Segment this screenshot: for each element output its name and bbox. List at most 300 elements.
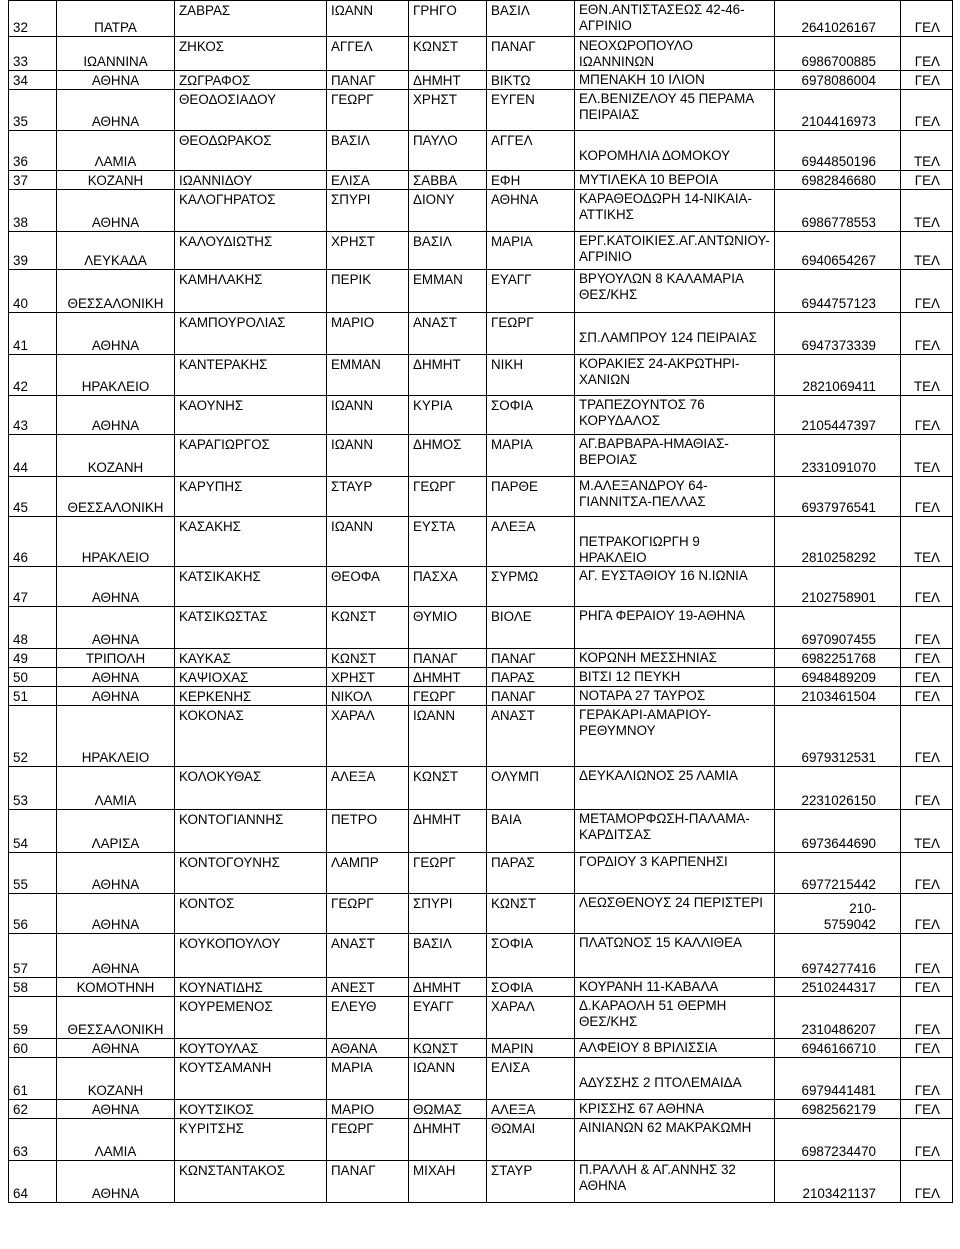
- row-number: 34: [9, 71, 57, 90]
- table-row: [9, 232, 953, 270]
- city-cell: ΛΑΜΙΑ: [57, 131, 175, 171]
- first-name-cell: ΠΕΡΙΚ: [327, 270, 409, 313]
- surname-cell: ΚΑΛΟΓΗΡΑΤΟΣ: [175, 190, 327, 232]
- city-cell: ΚΟΜΟΤΗΝΗ: [57, 978, 175, 997]
- father-name-cell: ΔΗΜΗΤ: [409, 71, 487, 90]
- row-number: 47: [9, 567, 57, 607]
- school-type-cell: ΓΕΛ: [901, 1119, 953, 1161]
- surname-cell: ΚΟΥΤΣΙΚΟΣ: [175, 1100, 327, 1119]
- row-number: 32: [9, 1, 57, 37]
- phone-cell: 6944850196: [775, 131, 901, 171]
- first-name-cell: ΛΑΜΠΡ: [327, 853, 409, 894]
- school-type-cell: ΤΕΛ: [901, 131, 953, 171]
- phone-cell: 6944757123: [775, 270, 901, 313]
- father-name-cell: ΠΑΥΛΟ: [409, 131, 487, 171]
- row-number: 36: [9, 131, 57, 171]
- father-name-cell: ΘΥΜΙΟ: [409, 607, 487, 649]
- phone-cell: 6974277416: [775, 934, 901, 978]
- address-cell: ΓΕΡΑΚΑΡΙ-ΑΜΑΡΙΟΥ- ΡΕΘΥΜΝΟΥ: [575, 706, 775, 767]
- city-cell: ΑΘΗΝΑ: [57, 1161, 175, 1203]
- address-cell: ΠΛΑΤΩΝΟΣ 15 ΚΑΛΛΙΘΕΑ: [575, 934, 775, 978]
- city-cell: ΑΘΗΝΑ: [57, 1100, 175, 1119]
- surname-cell: ΚΑΣΑΚΗΣ: [175, 517, 327, 567]
- table-row: [9, 37, 953, 71]
- phone-cell: 2104416973: [775, 90, 901, 131]
- surname-cell: ΚΑΜΗΛΑΚΗΣ: [175, 270, 327, 313]
- father-name-cell: ΕΥΑΓΓ: [409, 997, 487, 1039]
- surname-cell: ΖΗΚΟΣ: [175, 37, 327, 71]
- table-row: [9, 435, 953, 477]
- mother-name-cell: ΜΑΡΙΑ: [487, 232, 575, 270]
- surname-cell: ΚΑΟΥΝΗΣ: [175, 396, 327, 435]
- mother-name-cell: ΣΟΦΙΑ: [487, 934, 575, 978]
- surname-cell: ΚΥΡΙΤΣΗΣ: [175, 1119, 327, 1161]
- mother-name-cell: ΕΛΙΣΑ: [487, 1058, 575, 1100]
- row-number: 42: [9, 355, 57, 396]
- table-row: [9, 131, 953, 171]
- phone-cell: 2810258292: [775, 517, 901, 567]
- surname-cell: ΚΟΥΤΣΑΜΑΝΗ: [175, 1058, 327, 1100]
- address-cell: ΛΕΩΣΘΕΝΟΥΣ 24 ΠΕΡΙΣΤΕΡΙ: [575, 894, 775, 934]
- city-cell: ΑΘΗΝΑ: [57, 190, 175, 232]
- address-cell: ΕΛ.ΒΕΝΙΖΕΛΟΥ 45 ΠΕΡΑΜΑ ΠΕΙΡΑΙΑΣ: [575, 90, 775, 131]
- mother-name-cell: ΒΑΙΑ: [487, 810, 575, 853]
- table-row: [9, 1, 953, 37]
- surname-cell: ΚΟΥΤΟΥΛΑΣ: [175, 1039, 327, 1058]
- first-name-cell: ΜΑΡΙΟ: [327, 1100, 409, 1119]
- city-cell: ΑΘΗΝΑ: [57, 90, 175, 131]
- school-type-cell: ΓΕΛ: [901, 668, 953, 687]
- father-name-cell: ΧΡΗΣΤ: [409, 90, 487, 131]
- school-type-cell: ΤΕΛ: [901, 232, 953, 270]
- first-name-cell: ΚΩΝΣΤ: [327, 649, 409, 668]
- address-cell: Μ.ΑΛΕΞΑΝΔΡΟΥ 64- ΓΙΑΝΝΙΤΣΑ-ΠΕΛΛΑΣ: [575, 477, 775, 517]
- school-type-cell: ΤΕΛ: [901, 190, 953, 232]
- first-name-cell: ΕΛΕΥΘ: [327, 997, 409, 1039]
- city-cell: ΛΑΜΙΑ: [57, 1119, 175, 1161]
- father-name-cell: ΘΩΜΑΣ: [409, 1100, 487, 1119]
- phone-cell: 6978086004: [775, 71, 901, 90]
- first-name-cell: ΑΓΓΕΛ: [327, 37, 409, 71]
- address-cell: ΑΓ. ΕΥΣΤΑΘΙΟΥ 16 Ν.ΙΩΝΙΑ: [575, 567, 775, 607]
- table-row: [9, 934, 953, 978]
- table-row: [9, 978, 953, 997]
- first-name-cell: ΘΕΟΦΑ: [327, 567, 409, 607]
- mother-name-cell: ΠΑΝΑΓ: [487, 37, 575, 71]
- school-type-cell: ΓΕΛ: [901, 90, 953, 131]
- row-number: 45: [9, 477, 57, 517]
- father-name-cell: ΣΑΒΒΑ: [409, 171, 487, 190]
- mother-name-cell: ΠΑΝΑΓ: [487, 687, 575, 706]
- table-row: [9, 1100, 953, 1119]
- city-cell: ΛΑΜΙΑ: [57, 767, 175, 810]
- row-number: 62: [9, 1100, 57, 1119]
- records-table: [8, 0, 953, 1203]
- surname-cell: ΚΟΥΚΟΠΟΥΛΟΥ: [175, 934, 327, 978]
- address-cell: ΠΕΤΡΑΚΟΓΙΩΡΓΗ 9 ΗΡΑΚΛΕΙΟ: [575, 517, 775, 567]
- phone-cell: 2641026167: [775, 1, 901, 37]
- row-number: 55: [9, 853, 57, 894]
- school-type-cell: ΓΕΛ: [901, 649, 953, 668]
- father-name-cell: ΓΡΗΓΟ: [409, 1, 487, 37]
- phone-cell: 6982251768: [775, 649, 901, 668]
- city-cell: ΚΟΖΑΝΗ: [57, 171, 175, 190]
- phone-cell: 2821069411: [775, 355, 901, 396]
- phone-cell: 6947373339: [775, 313, 901, 355]
- city-cell: ΗΡΑΚΛΕΙΟ: [57, 517, 175, 567]
- address-cell: ΚΑΡΑΘΕΟΔΩΡΗ 14-ΝΙΚΑΙΑ- ΑΤΤΙΚΗΣ: [575, 190, 775, 232]
- address-cell: ΡΗΓΑ ΦΕΡΑΙΟΥ 19-ΑΘΗΝΑ: [575, 607, 775, 649]
- first-name-cell: ΒΑΣΙΛ: [327, 131, 409, 171]
- table-row: [9, 649, 953, 668]
- first-name-cell: ΓΕΩΡΓ: [327, 90, 409, 131]
- address-cell: ΜΥΤΙΛΕΚΑ 10 ΒΕΡΟΙΑ: [575, 171, 775, 190]
- row-number: 43: [9, 396, 57, 435]
- mother-name-cell: ΠΑΝΑΓ: [487, 649, 575, 668]
- surname-cell: ΚΕΡΚΕΝΗΣ: [175, 687, 327, 706]
- mother-name-cell: ΣΟΦΙΑ: [487, 396, 575, 435]
- row-number: 49: [9, 649, 57, 668]
- mother-name-cell: ΝΙΚΗ: [487, 355, 575, 396]
- mother-name-cell: ΑΝΑΣΤ: [487, 706, 575, 767]
- table-row: [9, 396, 953, 435]
- surname-cell: ΚΟΥΝΑΤΙΔΗΣ: [175, 978, 327, 997]
- city-cell: ΘΕΣΣΑΛΟΝΙΚΗ: [57, 270, 175, 313]
- father-name-cell: ΓΕΩΡΓ: [409, 853, 487, 894]
- table-row: [9, 997, 953, 1039]
- phone-cell: 210- 5759042: [775, 894, 901, 934]
- mother-name-cell: ΠΑΡΘΕ: [487, 477, 575, 517]
- surname-cell: ΚΑΜΠΟΥΡΟΛΙΑΣ: [175, 313, 327, 355]
- table-row: [9, 355, 953, 396]
- phone-cell: 2331091070: [775, 435, 901, 477]
- row-number: 63: [9, 1119, 57, 1161]
- surname-cell: ΚΟΥΡΕΜΕΝΟΣ: [175, 997, 327, 1039]
- table-row: [9, 853, 953, 894]
- table-row: [9, 687, 953, 706]
- city-cell: ΑΘΗΝΑ: [57, 607, 175, 649]
- school-type-cell: ΓΕΛ: [901, 37, 953, 71]
- father-name-cell: ΚΩΝΣΤ: [409, 1039, 487, 1058]
- mother-name-cell: ΚΩΝΣΤ: [487, 894, 575, 934]
- surname-cell: ΚΟΝΤΟΓΙΑΝΝΗΣ: [175, 810, 327, 853]
- mother-name-cell: ΠΑΡΑΣ: [487, 668, 575, 687]
- address-cell: Δ.ΚΑΡΑΟΛΗ 51 ΘΕΡΜΗ ΘΕΣ/ΚΗΣ: [575, 997, 775, 1039]
- row-number: 59: [9, 997, 57, 1039]
- first-name-cell: ΚΩΝΣΤ: [327, 607, 409, 649]
- table-row: [9, 894, 953, 934]
- address-cell: ΑΓ.ΒΑΡΒΑΡΑ-ΗΜΑΘΙΑΣ- ΒΕΡΟΙΑΣ: [575, 435, 775, 477]
- school-type-cell: ΓΕΛ: [901, 767, 953, 810]
- phone-cell: 6973644690: [775, 810, 901, 853]
- phone-cell: 6946166710: [775, 1039, 901, 1058]
- phone-cell: 2103421137: [775, 1161, 901, 1203]
- mother-name-cell: ΑΛΕΞΑ: [487, 517, 575, 567]
- father-name-cell: ΓΕΩΡΓ: [409, 477, 487, 517]
- mother-name-cell: ΑΘΗΝΑ: [487, 190, 575, 232]
- address-cell: ΑΙΝΙΑΝΩΝ 62 ΜΑΚΡΑΚΩΜΗ: [575, 1119, 775, 1161]
- table-row: [9, 477, 953, 517]
- school-type-cell: ΓΕΛ: [901, 1100, 953, 1119]
- phone-cell: 2102758901: [775, 567, 901, 607]
- mother-name-cell: ΣΟΦΙΑ: [487, 978, 575, 997]
- surname-cell: ΚΑΤΣΙΚΑΚΗΣ: [175, 567, 327, 607]
- father-name-cell: ΒΑΣΙΛ: [409, 232, 487, 270]
- father-name-cell: ΚΩΝΣΤ: [409, 37, 487, 71]
- father-name-cell: ΚΥΡΙΑ: [409, 396, 487, 435]
- city-cell: ΚΟΖΑΝΗ: [57, 435, 175, 477]
- address-cell: ΚΡΙΣΣΗΣ 67 ΑΘΗΝΑ: [575, 1100, 775, 1119]
- table-row: [9, 706, 953, 767]
- school-type-cell: ΓΕΛ: [901, 978, 953, 997]
- school-type-cell: ΓΕΛ: [901, 706, 953, 767]
- surname-cell: ΙΩΑΝΝΙΔΟΥ: [175, 171, 327, 190]
- first-name-cell: ΙΩΑΝΝ: [327, 517, 409, 567]
- phone-cell: 6986700885: [775, 37, 901, 71]
- first-name-cell: ΑΝΑΣΤ: [327, 934, 409, 978]
- address-cell: ΒΙΤΣΙ 12 ΠΕΥΚΗ: [575, 668, 775, 687]
- row-number: 56: [9, 894, 57, 934]
- father-name-cell: ΙΩΑΝΝ: [409, 706, 487, 767]
- school-type-cell: ΓΕΛ: [901, 171, 953, 190]
- first-name-cell: ΙΩΑΝΝ: [327, 396, 409, 435]
- school-type-cell: ΓΕΛ: [901, 997, 953, 1039]
- first-name-cell: ΙΩΑΝΝ: [327, 1, 409, 37]
- mother-name-cell: ΜΑΡΙΑ: [487, 435, 575, 477]
- mother-name-cell: ΣΤΑΥΡ: [487, 1161, 575, 1203]
- first-name-cell: ΑΝΕΣΤ: [327, 978, 409, 997]
- address-cell: ΚΟΥΡΑΝΗ 11-ΚΑΒΑΛΑ: [575, 978, 775, 997]
- table-row: [9, 71, 953, 90]
- first-name-cell: ΣΠΥΡΙ: [327, 190, 409, 232]
- address-cell: ΚΟΡΑΚΙΕΣ 24-ΑΚΡΩΤΗΡΙ- ΧΑΝΙΩΝ: [575, 355, 775, 396]
- address-cell: ΚΟΡΟΜΗΛΙΑ ΔΟΜΟΚΟΥ: [575, 131, 775, 171]
- phone-cell: 2510244317: [775, 978, 901, 997]
- school-type-cell: ΓΕΛ: [901, 853, 953, 894]
- table-row: [9, 767, 953, 810]
- table-row: [9, 190, 953, 232]
- school-type-cell: ΤΕΛ: [901, 355, 953, 396]
- row-number: 51: [9, 687, 57, 706]
- first-name-cell: ΣΤΑΥΡ: [327, 477, 409, 517]
- school-type-cell: ΓΕΛ: [901, 1, 953, 37]
- father-name-cell: ΔΗΜΗΤ: [409, 1119, 487, 1161]
- row-number: 54: [9, 810, 57, 853]
- city-cell: ΘΕΣΣΑΛΟΝΙΚΗ: [57, 997, 175, 1039]
- table-row: [9, 171, 953, 190]
- surname-cell: ΚΑΝΤΕΡΑΚΗΣ: [175, 355, 327, 396]
- table-row: [9, 1161, 953, 1203]
- mother-name-cell: ΒΙΟΛΕ: [487, 607, 575, 649]
- address-cell: ΓΟΡΔΙΟΥ 3 ΚΑΡΠΕΝΗΣΙ: [575, 853, 775, 894]
- address-cell: ΑΔΥΣΣΗΣ 2 ΠΤΟΛΕΜΑΙΔΑ: [575, 1058, 775, 1100]
- mother-name-cell: ΒΑΣΙΛ: [487, 1, 575, 37]
- surname-cell: ΖΩΓΡΑΦΟΣ: [175, 71, 327, 90]
- school-type-cell: ΓΕΛ: [901, 270, 953, 313]
- row-number: 57: [9, 934, 57, 978]
- row-number: 40: [9, 270, 57, 313]
- city-cell: ΑΘΗΝΑ: [57, 567, 175, 607]
- first-name-cell: ΓΕΩΡΓ: [327, 1119, 409, 1161]
- address-cell: ΝΕΟΧΩΡΟΠΟΥΛΟ ΙΩΑΝΝΙΝΩΝ: [575, 37, 775, 71]
- school-type-cell: ΓΕΛ: [901, 71, 953, 90]
- school-type-cell: ΓΕΛ: [901, 313, 953, 355]
- city-cell: ΚΟΖΑΝΗ: [57, 1058, 175, 1100]
- address-cell: ΣΠ.ΛΑΜΠΡΟΥ 124 ΠΕΙΡΑΙΑΣ: [575, 313, 775, 355]
- city-cell: ΛΑΡΙΣΑ: [57, 810, 175, 853]
- address-cell: ΜΕΤΑΜΟΡΦΩΣΗ-ΠΑΛΑΜΑ- ΚΑΡΔΙΤΣΑΣ: [575, 810, 775, 853]
- surname-cell: ΖΑΒΡΑΣ: [175, 1, 327, 37]
- mother-name-cell: ΕΦΗ: [487, 171, 575, 190]
- row-number: 64: [9, 1161, 57, 1203]
- phone-cell: 6979312531: [775, 706, 901, 767]
- surname-cell: ΚΩΝΣΤΑΝΤΑΚΟΣ: [175, 1161, 327, 1203]
- surname-cell: ΚΟΝΤΟΣ: [175, 894, 327, 934]
- address-cell: ΔΕΥΚΑΛΙΩΝΟΣ 25 ΛΑΜΙΑ: [575, 767, 775, 810]
- row-number: 50: [9, 668, 57, 687]
- school-type-cell: ΓΕΛ: [901, 1161, 953, 1203]
- surname-cell: ΚΑΡΑΓΙΩΡΓΟΣ: [175, 435, 327, 477]
- father-name-cell: ΔΙΟΝΥ: [409, 190, 487, 232]
- school-type-cell: ΤΕΛ: [901, 517, 953, 567]
- row-number: 46: [9, 517, 57, 567]
- city-cell: ΑΘΗΝΑ: [57, 1039, 175, 1058]
- first-name-cell: ΧΑΡΑΛ: [327, 706, 409, 767]
- mother-name-cell: ΒΙΚΤΩ: [487, 71, 575, 90]
- address-cell: ΑΛΦΕΙΟΥ 8 ΒΡΙΛΙΣΣΙΑ: [575, 1039, 775, 1058]
- surname-cell: ΚΑΤΣΙΚΩΣΤΑΣ: [175, 607, 327, 649]
- first-name-cell: ΙΩΑΝΝ: [327, 435, 409, 477]
- father-name-cell: ΕΥΣΤΑ: [409, 517, 487, 567]
- mother-name-cell: ΧΑΡΑΛ: [487, 997, 575, 1039]
- father-name-cell: ΓΕΩΡΓ: [409, 687, 487, 706]
- phone-cell: 2105447397: [775, 396, 901, 435]
- mother-name-cell: ΓΕΩΡΓ: [487, 313, 575, 355]
- father-name-cell: ΔΗΜΗΤ: [409, 668, 487, 687]
- surname-cell: ΚΟΚΟΝΑΣ: [175, 706, 327, 767]
- city-cell: ΑΘΗΝΑ: [57, 934, 175, 978]
- mother-name-cell: ΑΛΕΞΑ: [487, 1100, 575, 1119]
- phone-cell: 6970907455: [775, 607, 901, 649]
- row-number: 41: [9, 313, 57, 355]
- school-type-cell: ΓΕΛ: [901, 687, 953, 706]
- row-number: 33: [9, 37, 57, 71]
- father-name-cell: ΔΗΜΗΤ: [409, 355, 487, 396]
- table-row: [9, 270, 953, 313]
- surname-cell: ΚΑΥΚΑΣ: [175, 649, 327, 668]
- father-name-cell: ΙΩΑΝΝ: [409, 1058, 487, 1100]
- address-cell: ΕΘΝ.ΑΝΤΙΣΤΑΣΕΩΣ 42-46- ΑΓΡΙΝΙΟ: [575, 1, 775, 37]
- phone-cell: 6948489209: [775, 668, 901, 687]
- table-row: [9, 90, 953, 131]
- school-type-cell: ΤΕΛ: [901, 435, 953, 477]
- school-type-cell: ΓΕΛ: [901, 1039, 953, 1058]
- address-cell: ΒΡΥΟΥΛΩΝ 8 ΚΑΛΑΜΑΡΙΑ ΘΕΣ/ΚΗΣ: [575, 270, 775, 313]
- address-cell: ΕΡΓ.ΚΑΤΟΙΚΙΕΣ.ΑΓ.ΑΝΤΩΝΙΟΥ- ΑΓΡΙΝΙΟ: [575, 232, 775, 270]
- surname-cell: ΚΑΡΥΠΗΣ: [175, 477, 327, 517]
- row-number: 39: [9, 232, 57, 270]
- phone-cell: 2103461504: [775, 687, 901, 706]
- table-row: [9, 1058, 953, 1100]
- father-name-cell: ΔΗΜΟΣ: [409, 435, 487, 477]
- mother-name-cell: ΣΥΡΜΩ: [487, 567, 575, 607]
- phone-cell: 2310486207: [775, 997, 901, 1039]
- table-row: [9, 517, 953, 567]
- first-name-cell: ΜΑΡΙΟ: [327, 313, 409, 355]
- address-cell: ΚΟΡΩΝΗ ΜΕΣΣΗΝΙΑΣ: [575, 649, 775, 668]
- phone-cell: 6987234470: [775, 1119, 901, 1161]
- father-name-cell: ΚΩΝΣΤ: [409, 767, 487, 810]
- table-row: [9, 607, 953, 649]
- table-row: [9, 567, 953, 607]
- first-name-cell: ΠΑΝΑΓ: [327, 1161, 409, 1203]
- first-name-cell: ΑΘΑΝΑ: [327, 1039, 409, 1058]
- row-number: 35: [9, 90, 57, 131]
- father-name-cell: ΔΗΜΗΤ: [409, 810, 487, 853]
- father-name-cell: ΑΝΑΣΤ: [409, 313, 487, 355]
- table-body: [9, 1, 953, 1203]
- phone-cell: 6986778553: [775, 190, 901, 232]
- row-number: 48: [9, 607, 57, 649]
- mother-name-cell: ΟΛΥΜΠ: [487, 767, 575, 810]
- city-cell: ΠΑΤΡΑ: [57, 1, 175, 37]
- school-type-cell: ΓΕΛ: [901, 934, 953, 978]
- city-cell: ΑΘΗΝΑ: [57, 396, 175, 435]
- mother-name-cell: ΜΑΡΙΝ: [487, 1039, 575, 1058]
- row-number: 38: [9, 190, 57, 232]
- row-number: 60: [9, 1039, 57, 1058]
- table-row: [9, 1039, 953, 1058]
- city-cell: ΑΘΗΝΑ: [57, 313, 175, 355]
- school-type-cell: ΓΕΛ: [901, 477, 953, 517]
- first-name-cell: ΝΙΚΟΛ: [327, 687, 409, 706]
- first-name-cell: ΓΕΩΡΓ: [327, 894, 409, 934]
- city-cell: ΑΘΗΝΑ: [57, 894, 175, 934]
- school-type-cell: ΓΕΛ: [901, 1058, 953, 1100]
- city-cell: ΤΡΙΠΟΛΗ: [57, 649, 175, 668]
- father-name-cell: ΣΠΥΡΙ: [409, 894, 487, 934]
- city-cell: ΑΘΗΝΑ: [57, 853, 175, 894]
- mother-name-cell: ΠΑΡΑΣ: [487, 853, 575, 894]
- surname-cell: ΚΑΨΙΟΧΑΣ: [175, 668, 327, 687]
- row-number: 61: [9, 1058, 57, 1100]
- table-row: [9, 668, 953, 687]
- phone-cell: 6982562179: [775, 1100, 901, 1119]
- city-cell: ΑΘΗΝΑ: [57, 687, 175, 706]
- father-name-cell: ΠΑΝΑΓ: [409, 649, 487, 668]
- first-name-cell: ΧΡΗΣΤ: [327, 668, 409, 687]
- father-name-cell: ΠΑΣΧΑ: [409, 567, 487, 607]
- phone-cell: 6977215442: [775, 853, 901, 894]
- row-number: 37: [9, 171, 57, 190]
- surname-cell: ΚΟΝΤΟΓΟΥΝΗΣ: [175, 853, 327, 894]
- row-number: 52: [9, 706, 57, 767]
- phone-cell: 6937976541: [775, 477, 901, 517]
- school-type-cell: ΓΕΛ: [901, 396, 953, 435]
- city-cell: ΑΘΗΝΑ: [57, 71, 175, 90]
- city-cell: ΗΡΑΚΛΕΙΟ: [57, 706, 175, 767]
- address-cell: Π.ΡΑΛΛΗ & ΑΓ.ΑΝΝΗΣ 32 ΑΘΗΝΑ: [575, 1161, 775, 1203]
- row-number: 53: [9, 767, 57, 810]
- father-name-cell: ΕΜΜΑΝ: [409, 270, 487, 313]
- table-row: [9, 313, 953, 355]
- table-row: [9, 810, 953, 853]
- first-name-cell: ΕΛΙΣΑ: [327, 171, 409, 190]
- school-type-cell: ΤΕΛ: [901, 810, 953, 853]
- school-type-cell: ΓΕΛ: [901, 567, 953, 607]
- phone-cell: 6979441481: [775, 1058, 901, 1100]
- address-cell: ΝΟΤΑΡΑ 27 ΤΑΥΡΟΣ: [575, 687, 775, 706]
